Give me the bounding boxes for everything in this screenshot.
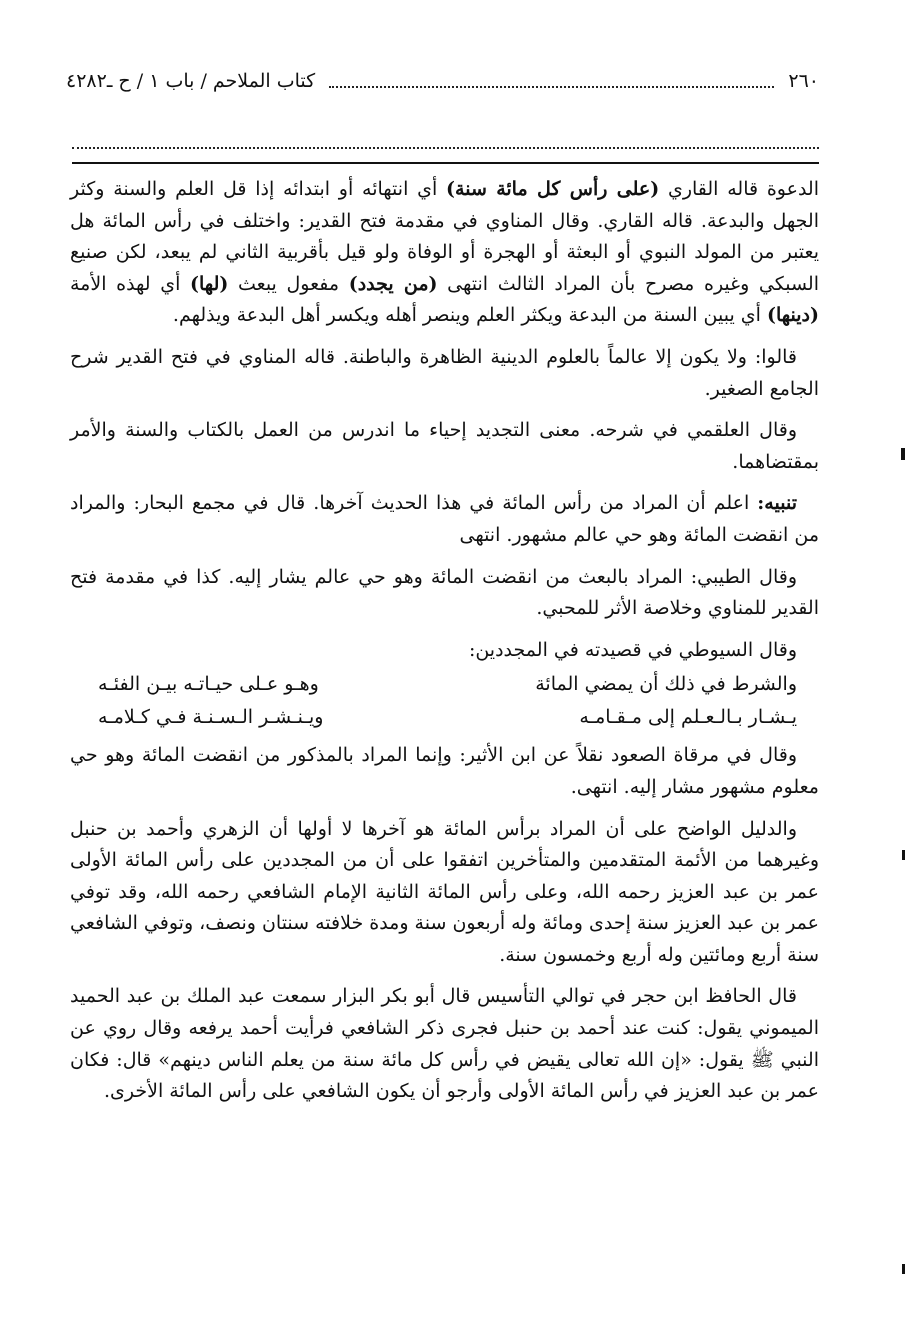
p1-bold-1: (على رأس كل مائة سنة) [446, 178, 660, 200]
paragraph-9: قال الحافظ ابن حجر في توالي التأسيس قال أبو بكر البزار سمعت عبد الملك بن عبد الحميد الميموني يقول: كنت عند أحمد بن حنبل فجرى ذكر الشافعي فرأيت أحمد يرفعه وقال روي عن النبي ﷺ يقول: «إن الله تعالى يقيض في رأس كل مائة سنة من يعلم الناس دينهم» قال: فكان عمر بن عبد العزيز في رأس المائة الأولى وأرجو أن يكون الشافعي على رأس المائة الأخرى. [70, 985, 819, 1103]
header-dotted-leader [329, 82, 774, 88]
dotted-separator [72, 145, 819, 149]
poem-verses [70, 668, 819, 734]
verse-1-second-hemistich: وهـو عـلى حيـاتـه بيـن الفئـه [98, 673, 319, 696]
p1-text-1: الدعوة قاله القاري [659, 178, 819, 200]
verse-2-first-hemistich: يـشـار بـالـعـلم إلى مـقـامـه [579, 706, 797, 729]
paragraph-3: وقال العلقمي في شرحه. معنى التجديد إحياء ما اندرس من العمل بالكتاب والسنة والأمر بمقتضاهما. [70, 419, 819, 473]
running-title: كتاب الملاحم / باب ١ / ح ـ٤٢٨٢ [66, 70, 316, 92]
main-text [70, 174, 819, 1118]
verse-1-first-hemistich: والشرط في ذلك أن يمضي المائة [535, 673, 797, 696]
verse-1 [70, 668, 819, 701]
p1-bold-4: (دينها) [766, 304, 819, 327]
p1-text-2: أي انتهائه أو ابتدائه إذا قل العلم والسنة وكثر الجهل والبدعة. قاله القاري. وقال المناوي في مقدمة فتح القدير: واختلف في رأس المائة هل يعتبر من المولد النبوي أو البعثة أو الهجرة أو الوفاة ولو قيل بأقربية الثاني لم يبعد، لكن صنيع السبكي وغيره مصرح بأن المراد الثالث انتهى [70, 178, 819, 295]
paragraph-7: وقال في مرقاة الصعود نقلاً عن ابن الأثير: وإنما المراد بالمذكور من انقضت المائة وهو حي معلوم مشهور مشار إليه. انتهى. [70, 744, 819, 798]
paragraph-2: قالوا: ولا يكون إلا عالماً بالعلوم الدينية الظاهرة والباطنة. قاله المناوي في فتح القدير شرح الجامع الصغير. [70, 345, 819, 400]
page-header [66, 64, 819, 98]
paragraph-8: والدليل الواضح على أن المراد برأس المائة هو آخرها لا أولها أن الزهري وأحمد بن حنبل وغيرهما من الأئمة المتقدمين والمتأخرين اتفقوا على أن من المجددين على رأس المائة الأولى عمر بن عبد العزيز رحمه الله، وعلى رأس المائة الثانية الإمام الشافعي رحمه الله، وقد توفي عمر بن عبد العزيز سنة إحدى ومائة وله أربعون سنة ومدة خلافته سنتان ونصف، وتوفي الشافعي سنة أربع ومائتين وله أربع وخمسون سنة. [70, 817, 819, 966]
p4-bold-label: تنبيه: [757, 492, 797, 515]
verse-2 [70, 701, 819, 734]
paragraph-6: وقال السيوطي في قصيدته في المجددين: [468, 638, 797, 661]
p1-text-3: مفعول يبعث [228, 272, 349, 295]
page-edge-mark [901, 448, 905, 460]
paragraph-1 [70, 174, 819, 332]
p1-text-5: أي يبين السنة من البدعة ويكثر العلم وينصر أهله ويكسر أهل البدعة ويذلهم. [172, 304, 767, 327]
p1-bold-3: (لها) [190, 272, 229, 295]
verse-2-second-hemistich: ويـنـشـر الـسـنـة فـي كـلامـه [98, 706, 324, 729]
header-rule [72, 162, 819, 164]
paragraph-5: وقال الطيبي: المراد بالبعث من انقضت المائة وهو حي عالم يشار إليه. كذا في مقدمة فتح القدير للمناوي وخلاصة الأثر للمحبي. [70, 565, 819, 620]
paragraph-4 [70, 488, 819, 551]
page-number: ٢٦٠ [788, 70, 819, 92]
p4-text: اعلم أن المراد من رأس المائة في هذا الحديث آخرها. قال في مجمع البحار: والمراد من انقضت المائة وهو حي عالم مشهور. انتهى [70, 492, 819, 546]
p1-bold-2: (من يجدد) [348, 272, 438, 295]
p1-text-4: أي لهذه الأمة [70, 272, 191, 295]
